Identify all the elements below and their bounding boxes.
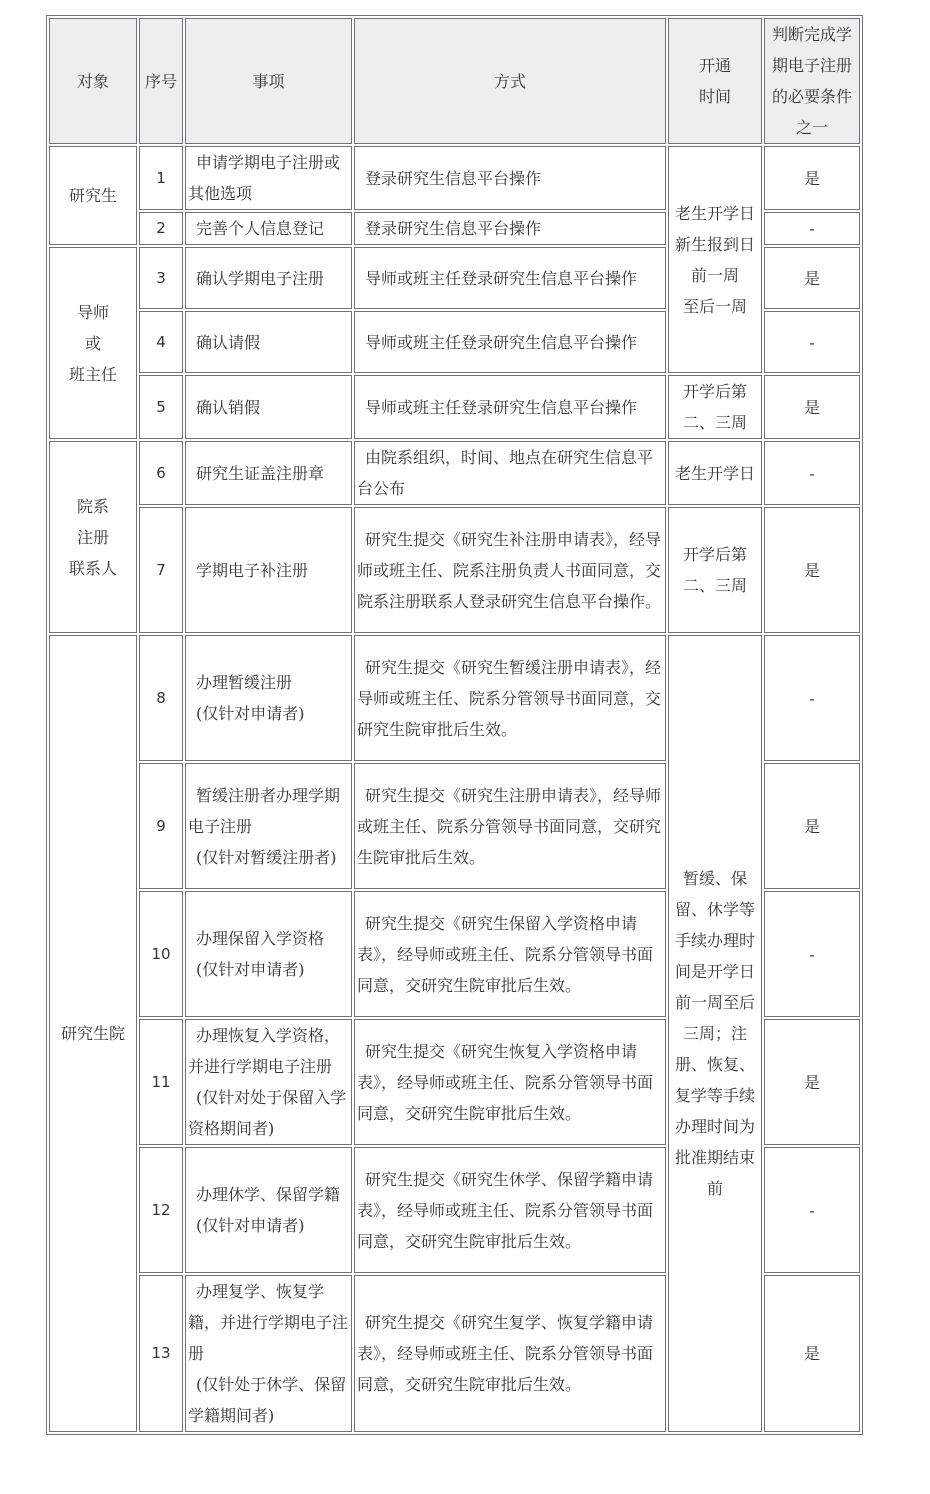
table-row <box>49 635 860 761</box>
item-cell: 办理暂缓注册 (仅针对申请者) <box>185 635 352 761</box>
required-cell: - <box>764 441 860 505</box>
method-cell: 登录研究生信息平台操作 <box>354 212 666 245</box>
open-time-cell: 老生开学日 新生报到日 前一周 至后一周 <box>668 146 762 373</box>
seq-cell: 12 <box>139 1147 183 1273</box>
method-cell: 由院系组织，时间、地点在研究生信息平台公布 <box>354 441 666 505</box>
seq-cell: 6 <box>139 441 183 505</box>
table-row <box>49 507 860 633</box>
seq-cell: 7 <box>139 507 183 633</box>
open-time-cell: 暂缓、保留、休学等手续办理时间是开学日前一周至后三周；注册、恢复、复学等手续办理时间为批准期结束前 <box>668 635 762 1432</box>
method-cell: 研究生提交《研究生复学、恢复学籍申请表》，经导师或班主任、院系分管领导书面同意，交研究生院审批后生效。 <box>354 1275 666 1432</box>
item-cell: 完善个人信息登记 <box>185 212 352 245</box>
required-cell: 是 <box>764 375 860 439</box>
seq-cell: 4 <box>139 311 183 373</box>
seq-cell: 5 <box>139 375 183 439</box>
method-cell: 研究生提交《研究生休学、保留学籍申请表》，经导师或班主任、院系分管领导书面同意，交研究生院审批后生效。 <box>354 1147 666 1273</box>
method-cell: 研究生提交《研究生注册申请表》，经导师或班主任、院系分管领导书面同意，交研究生院审批后生效。 <box>354 763 666 889</box>
header-required: 判断完成学 期电子注册 的必要条件 之一 <box>764 18 860 144</box>
seq-cell: 8 <box>139 635 183 761</box>
item-cell: 办理恢复入学资格，并进行学期电子注册 (仅针对处于保留入学资格期间者) <box>185 1019 352 1145</box>
item-cell: 研究生证盖注册章 <box>185 441 352 505</box>
seq-cell: 9 <box>139 763 183 889</box>
item-cell: 确认销假 <box>185 375 352 439</box>
table-row <box>49 146 860 210</box>
table-row <box>49 375 860 439</box>
method-cell: 研究生提交《研究生恢复入学资格申请表》，经导师或班主任、院系分管领导书面同意，交研究生院审批后生效。 <box>354 1019 666 1145</box>
target-cell: 研究生 <box>49 146 137 245</box>
item-cell: 办理休学、保留学籍 (仅针对申请者) <box>185 1147 352 1273</box>
required-cell: 是 <box>764 1275 860 1432</box>
seq-cell: 3 <box>139 247 183 309</box>
target-cell: 导师 或 班主任 <box>49 247 137 439</box>
item-cell: 学期电子补注册 <box>185 507 352 633</box>
method-cell: 研究生提交《研究生补注册申请表》，经导师或班主任、院系注册负责人书面同意，交院系注册联系人登录研究生信息平台操作。 <box>354 507 666 633</box>
required-cell: - <box>764 311 860 373</box>
header-seq: 序号 <box>139 18 183 144</box>
open-time-cell: 开学后第二、三周 <box>668 375 762 439</box>
item-cell: 办理复学、恢复学籍，并进行学期电子注册 (仅针处于休学、保留学籍期间者) <box>185 1275 352 1432</box>
seq-cell: 13 <box>139 1275 183 1432</box>
required-cell: 是 <box>764 507 860 633</box>
item-cell: 办理保留入学资格 (仅针对申请者) <box>185 891 352 1017</box>
required-cell: 是 <box>764 247 860 309</box>
header-target: 对象 <box>49 18 137 144</box>
method-cell: 登录研究生信息平台操作 <box>354 146 666 210</box>
required-cell: - <box>764 891 860 1017</box>
required-cell: - <box>764 635 860 761</box>
open-time-cell: 老生开学日 <box>668 441 762 505</box>
item-cell: 确认学期电子注册 <box>185 247 352 309</box>
target-cell: 院系 注册 联系人 <box>49 441 137 633</box>
seq-cell: 10 <box>139 891 183 1017</box>
header-open-time: 开通 时间 <box>668 18 762 144</box>
header-item: 事项 <box>185 18 352 144</box>
registration-table <box>46 15 863 1435</box>
table-row <box>49 441 860 505</box>
method-cell: 导师或班主任登录研究生信息平台操作 <box>354 247 666 309</box>
target-cell: 研究生院 <box>49 635 137 1432</box>
seq-cell: 1 <box>139 146 183 210</box>
item-cell: 申请学期电子注册或其他选项 <box>185 146 352 210</box>
method-cell: 导师或班主任登录研究生信息平台操作 <box>354 311 666 373</box>
required-cell: - <box>764 212 860 245</box>
seq-cell: 11 <box>139 1019 183 1145</box>
header-method: 方式 <box>354 18 666 144</box>
method-cell: 研究生提交《研究生保留入学资格申请表》，经导师或班主任、院系分管领导书面同意，交研究生院审批后生效。 <box>354 891 666 1017</box>
required-cell: 是 <box>764 763 860 889</box>
open-time-cell: 开学后第二、三周 <box>668 507 762 633</box>
required-cell: 是 <box>764 146 860 210</box>
item-cell: 暂缓注册者办理学期电子注册 (仅针对暂缓注册者) <box>185 763 352 889</box>
required-cell: 是 <box>764 1019 860 1145</box>
required-cell: - <box>764 1147 860 1273</box>
item-cell: 确认请假 <box>185 311 352 373</box>
method-cell: 导师或班主任登录研究生信息平台操作 <box>354 375 666 439</box>
header-row <box>49 18 860 144</box>
seq-cell: 2 <box>139 212 183 245</box>
method-cell: 研究生提交《研究生暂缓注册申请表》，经导师或班主任、院系分管领导书面同意，交研究生院审批后生效。 <box>354 635 666 761</box>
